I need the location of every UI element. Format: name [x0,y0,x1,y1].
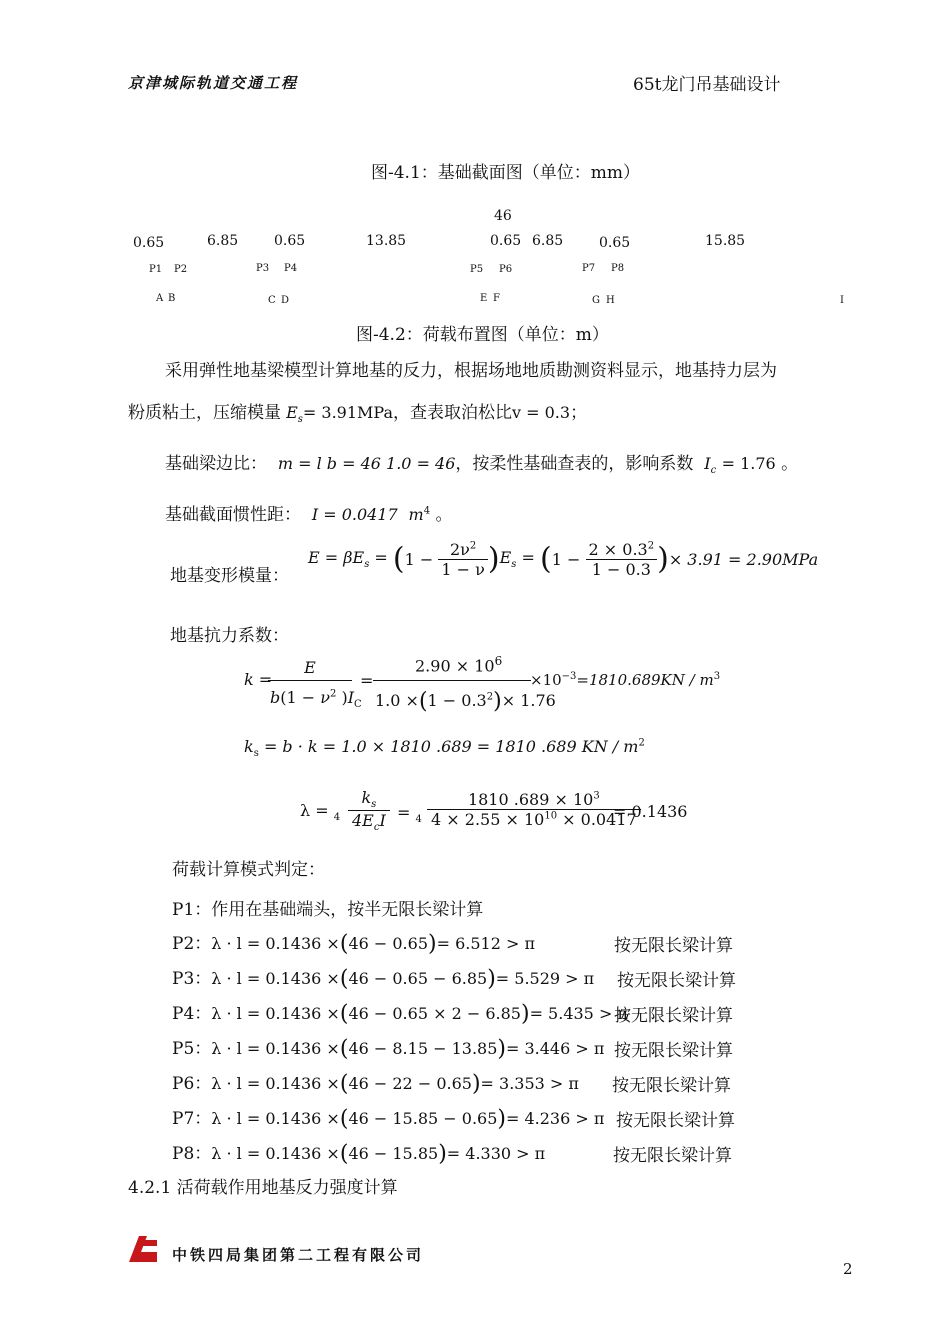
point-e: E [480,293,488,304]
dim-7: 0.65 [599,235,631,251]
case-p6-result: = 3.353 > π [480,1074,579,1093]
point-h: H [606,295,615,306]
case-p4-result: = 5.435 > π [529,1004,628,1023]
beam-ratio-line [165,449,798,476]
case-p3-prefix: λ · l = 0.1436 × [211,969,340,988]
lambda-frac-2-num [427,790,641,810]
case-p5-result: = 3.446 > π [505,1039,605,1058]
case-p5-lparen: ( [339,1036,349,1062]
es-symbol: $E_s$ [281,403,303,426]
dim-3: 0.65 [274,233,306,249]
resist-label: 地基抗力系数： [170,626,289,646]
point-c: C [268,295,276,306]
nu-value: v = 0.3 [512,403,571,422]
lambda-result: = 0.1436 [613,802,688,821]
total-length: 46 [494,208,512,224]
case-p8-lparen: ( [339,1141,349,1167]
deform-paren-left: ( [392,541,405,577]
case-p7-result: = 4.236 > π [505,1109,605,1128]
point-a: A [156,293,164,304]
case-p2-rparen: ) [428,931,437,957]
case-p5-method: 按无限长梁计算 [614,1041,733,1061]
case-p7-rparen: ) [497,1106,506,1132]
para-1-end: ； [570,403,588,423]
case-p8-expr: 46 − 15.85 [348,1144,439,1163]
para-1-mid: ，查表取泊松比 [393,403,512,423]
inertia-eq: I = 0.0417 [311,505,398,524]
case-p4-prefix: λ · l = 0.1436 × [211,1004,340,1023]
case-p7-label: P7： [172,1109,212,1129]
deform-frac-2-den: 1 − 0.3 [591,560,651,579]
p1-text: P1：作用在基础端头，按半无限长梁计算 [172,900,484,920]
beam-ratio-text: ，按柔性基础查表的，影响系数 [455,454,694,474]
ks-unit-exp: 2 [638,737,645,749]
case-p5-prefix: λ · l = 0.1436 × [211,1039,340,1058]
inertia-exp: 4 [423,505,431,517]
case-p4-label: P4： [172,1004,212,1024]
k-frac-line-2 [373,680,531,681]
deform-one: 1 − [404,550,434,569]
case-p3-label: P3： [172,969,212,989]
k-result: =1810.689KN / m [576,671,714,689]
deform-one-2: 1 − [551,550,581,569]
load-p1: P1 [149,264,163,275]
case-p4-expr: 46 − 0.65 × 2 − 6.85 [348,1004,521,1023]
point-d: D [281,295,290,306]
lambda-frac-2 [427,790,641,829]
case-p8-method: 按无限长梁计算 [613,1146,732,1166]
k-num-2: $2.90 \times 10^6$ [415,654,503,676]
case-p4 [172,999,628,1026]
load-p5: P5 [470,264,484,275]
case-p7-method: 按无限长梁计算 [616,1111,735,1131]
case-p6-label: P6： [172,1074,212,1094]
lambda-frac-1-num: $k_s$ [348,788,390,811]
inertia-unit: m [408,505,424,524]
case-p7 [172,1104,604,1131]
lambda-den: 4 × 2.55 × 10 [431,810,545,829]
load-p7: P7 [582,263,596,274]
case-p3-method: 按无限长梁计算 [617,971,736,991]
ks-line: $k_s = b \cdot k = 1.0 \times 1810$ .689 = 1810 .689 KN / $m^2$ [244,737,645,760]
deform-e: $E = \beta E_s$ = [308,548,388,571]
para-1-prefix: 粉质粘土，压缩模量 [128,403,281,423]
case-p3-expr: 46 − 0.65 − 6.85 [348,969,488,988]
lambda-num: 1810 .689 × 10 [467,790,594,809]
case-p6-prefix: λ · l = 0.1436 × [211,1074,340,1093]
para-1-line-2 [128,398,587,425]
k-tail-exp: −3 [561,671,577,682]
load-p3: P3 [256,263,270,274]
load-p8: P8 [611,263,625,274]
lambda-num-exp: 3 [593,790,600,802]
k-unit-exp: 3 [713,671,721,682]
case-p7-expr: 46 − 15.85 − 0.65 [348,1109,498,1128]
case-p6-rparen: ) [471,1071,481,1097]
case-p5-label: P5： [172,1039,212,1059]
case-p6-lparen: ( [339,1071,349,1097]
deform-formula [308,540,818,600]
company-logo-icon [127,1232,159,1264]
deform-paren-left-2: ( [540,541,552,577]
figure-4-2-caption: 图-4.2：荷载布置图（单位：m） [356,325,609,345]
case-p4-rparen: ) [520,1001,530,1027]
dim-2: 6.85 [207,233,239,249]
lambda-frac-1-den: $4E_cI$ [352,811,386,834]
k-frac-num: E [304,658,316,677]
load-p6: P6 [499,264,513,275]
case-p6-method: 按无限长梁计算 [612,1076,731,1096]
case-p7-lparen: ( [339,1106,349,1132]
figure-4-1-caption: 图-4.1：基础截面图（单位：mm） [371,163,641,183]
lambda-frac-1 [348,788,390,833]
inertia-period: 。 [435,505,453,525]
inertia-label: 基础截面惯性距： [165,505,301,525]
header-title: 65t龙门吊基础设计 [633,75,781,95]
case-p8-rparen: ) [438,1141,447,1167]
case-p4-method: 按无限长梁计算 [614,1006,733,1026]
k-tail-base: ×10 [530,671,562,689]
beam-ratio-label: 基础梁边比： [165,454,267,474]
case-p2-result: = 6.512 > π [436,934,535,953]
k-symbol: k = [244,670,273,689]
deform-label: 地基变形模量： [170,566,289,586]
deform-frac-1-num: $2\nu^2$ [438,540,487,560]
deform-paren-right: ) [487,541,500,577]
ic-value: = 1.76 [721,454,776,473]
case-p8-result: = 4.330 > π [446,1144,546,1163]
header-project: 京津城际轨道交通工程 [128,74,299,92]
case-p5 [172,1034,604,1061]
inertia-line [165,500,452,525]
k-frac-line [268,680,352,681]
lambda-symbol: λ = $_4$ [300,801,341,824]
mode-label: 荷载计算模式判定： [172,860,325,880]
case-p2-prefix: λ · l = 0.1436 × [211,934,340,953]
k-den-2: $1.0 \times(1 - 0.3^2)\times 1.76$ [375,689,556,714]
case-p2-label: P2： [172,934,212,954]
para-1-line-1: 采用弹性地基梁模型计算地基的反力，根据场地地质勘测资料显示，地基持力层为 [165,361,777,381]
case-p6-expr: 46 − 22 − 0.65 [348,1074,472,1093]
case-p2-method: 按无限长梁计算 [614,936,733,956]
section-heading: 4.2.1 活荷载作用地基反力强度计算 [128,1178,398,1198]
case-p3 [172,964,594,991]
page-number: 2 [843,1260,853,1278]
case-p3-rparen: ) [487,966,496,992]
case-p5-expr: 46 − 8.15 − 13.85 [348,1039,498,1058]
dim-1: 0.65 [133,235,165,251]
point-b: B [168,293,176,304]
k-frac-den: $b(1 - \nu^2$ )$I_C$ [270,688,362,711]
ks-eq: = b · k = 1.0 × 1810 .689 = 1810 .689 KN / m [263,737,639,756]
k-equals: = [360,671,374,690]
deform-frac-2 [586,540,658,579]
case-p8-label: P8： [172,1144,212,1164]
case-p8-prefix: λ · l = 0.1436 × [211,1144,340,1163]
dim-8: 15.85 [705,233,746,249]
beam-ratio-period: 。 [781,454,799,474]
lambda-den-exp: 10 [544,810,558,822]
case-p2 [172,929,535,956]
case-p7-prefix: λ · l = 0.1436 × [211,1109,340,1128]
dim-4: 13.85 [366,233,407,249]
lambda-frac-2-den [427,810,641,829]
beam-ratio-eq: m = l b = 46 1.0 = 46 [277,454,456,473]
case-p8 [172,1139,545,1166]
load-p2: P2 [174,264,188,275]
case-p3-lparen: ( [339,966,349,992]
lambda-den-tail: × 0.0417 [562,810,637,829]
point-f: F [493,293,500,304]
ic-symbol: $I_c$ [704,454,717,477]
deform-frac-1-den: 1 − ν [441,560,485,579]
load-p4: P4 [284,263,298,274]
case-p5-rparen: ) [497,1036,506,1062]
case-p3-result: = 5.529 > π [495,969,595,988]
dim-5: 0.65 [490,233,522,249]
footer-company-name: 中铁四局集团第二工程有限公司 [172,1246,425,1264]
lambda-equals: = $_4$ [397,803,422,826]
es-value: = 3.91MPa [302,403,393,422]
point-i: I [840,295,844,306]
case-p4-lparen: ( [339,1001,349,1027]
dim-6: 6.85 [532,233,564,249]
deform-result: × 3.91 = 2.90MPa [668,550,819,569]
deform-paren-right-2: ) [657,541,669,577]
point-g: G [592,295,600,306]
case-p2-lparen: ( [339,931,349,957]
deform-frac-1 [438,540,487,579]
case-p6 [172,1069,579,1096]
k-tail [530,671,720,689]
deform-frac-2-num: $2 \times 0.3^2$ [586,540,658,560]
deform-es: $E_s$ = [499,548,535,571]
case-p2-expr: 46 − 0.65 [348,934,428,953]
